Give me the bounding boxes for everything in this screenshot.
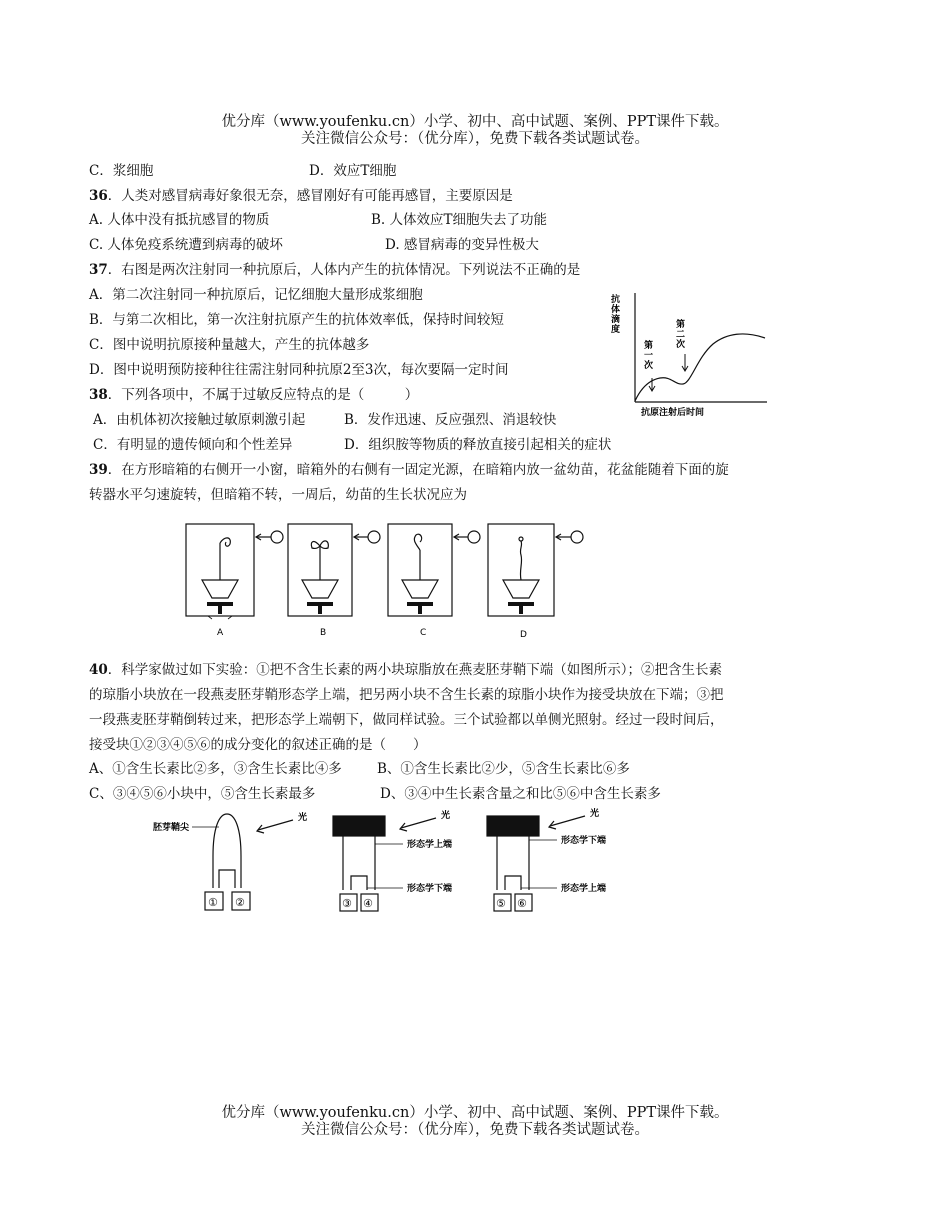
q37-option-b: B．与第二次相比，第一次注射抗原产生的抗体效率低，保持时间较短: [89, 312, 504, 328]
coleoptile-experiment-figure: [145, 808, 625, 916]
box-d: [488, 524, 583, 616]
q37-stem: [89, 258, 580, 278]
box-b: [288, 524, 380, 616]
q40-stem-text: ．科学家做过如下实验：①把不含生长素的两小块琼脂放在燕麦胚芽鞘下端（如图所示）；②把含生长素: [107, 662, 723, 678]
panel2-lower-label: 形态学下端: [407, 884, 453, 894]
box-label-c: C: [420, 628, 427, 638]
header-line-2: 关注微信公众号：（优分库），免费下载各类试题试卷。: [301, 131, 649, 147]
graph-ylabel-char: 体: [611, 305, 621, 315]
q37-number: 37: [89, 262, 108, 278]
panel3-lower-label: 形态学下端: [561, 836, 607, 846]
q40-number: 40: [89, 662, 108, 678]
second-injection-arrow-icon: [682, 354, 688, 371]
light-label-3: 光: [590, 809, 600, 819]
graph-first-label: 次: [644, 361, 654, 371]
box-label-d: D: [520, 630, 527, 640]
graph-second-label: 二: [676, 330, 686, 340]
q40-stem-1: [89, 658, 722, 678]
antibody-graph: [605, 288, 770, 423]
block-1-label: ①: [208, 896, 218, 909]
q39-number: 39: [89, 462, 108, 478]
q37-option-d: D．图中说明预防接种往往需注射同种抗原2至3次，每次要隔一定时间: [89, 362, 509, 378]
antibody-curve: [635, 334, 765, 401]
q38-stem: [89, 383, 418, 403]
block-4-label: ④: [363, 897, 373, 910]
q40-stem-3: 一段燕麦胚芽鞘倒转过来，把形态学上端朝下，做同样试验。三个试验都以单侧光照射。经过一段时间后，: [89, 712, 724, 728]
q39-stem-text: ．在方形暗箱的右侧开一小窗，暗箱外的右侧有一固定光源，在暗箱内放一盆幼苗，花盆能随着下面的旋: [107, 462, 729, 478]
seedling-box-figure: [180, 518, 590, 642]
q40-stem-2: 的琼脂小块放在一段燕麦胚芽鞘形态学上端，把另两小块不含生长素的琼脂小块作为接受块放在下端；③把: [89, 687, 724, 703]
q37-stem-text: ．右图是两次注射同一种抗原后，人体内产生的抗体情况。下列说法不正确的是: [107, 262, 581, 278]
q39-stem-1: [89, 458, 729, 478]
q35-option-d: D．效应T细胞: [309, 163, 397, 179]
light-label-1: 光: [298, 813, 308, 823]
footer-line-1: 优分库（www.youfenku.cn）小学、初中、高中试题、案例、PPT课件下载。: [221, 1105, 729, 1121]
q40-option-c: C、③④⑤⑥小块中，⑤含生长素最多: [89, 786, 316, 802]
panel3-upper-label: 形态学上端: [561, 884, 607, 894]
q36-option-d: D. 感冒病毒的变异性极大: [385, 237, 539, 253]
block-2-label: ②: [235, 896, 245, 909]
graph-ylabel-char: 滴: [611, 315, 621, 325]
graph-second-label: 第: [676, 320, 686, 330]
q40-option-a: A、①含生长素比②多，③含生长素比④多: [89, 761, 342, 777]
box-label-b: B: [320, 628, 327, 638]
q38-number: 38: [89, 387, 108, 403]
box-c: [388, 524, 480, 616]
q37-option-c: C．图中说明抗原接种量越大，产生的抗体越多: [89, 337, 370, 353]
graph-first-label: 一: [644, 351, 654, 361]
graph-ylabel-char: 抗: [611, 295, 621, 305]
q36-stem-text: ．人类对感冒病毒好象很无奈，感冒刚好有可能再感冒，主要原因是: [107, 188, 513, 204]
box-label-a: A: [217, 628, 224, 638]
block-6-label: ⑥: [517, 897, 527, 910]
q36-option-c: C. 人体免疫系统遭到病毒的破坏: [89, 237, 283, 253]
footer-line-2: 关注微信公众号：（优分库），免费下载各类试题试卷。: [301, 1122, 649, 1138]
graph-xlabel: 抗原注射后时间: [641, 408, 705, 418]
header-line-1: 优分库（www.youfenku.cn）小学、初中、高中试题、案例、PPT课件下载。: [221, 114, 729, 130]
q36-option-a: A. 人体中没有抵抗感冒的物质: [89, 212, 270, 228]
q40-option-d: D、③④中生长素含量之和比⑤⑥中含生长素多: [380, 786, 661, 802]
light-label-2: 光: [441, 811, 451, 821]
block-3-label: ③: [342, 897, 352, 910]
panel2-upper-label: 形态学上端: [407, 840, 453, 850]
q38-option-a: A．由机体初次接触过敏原刺激引起: [93, 412, 306, 428]
coleoptile-tip-label: 胚芽鞘尖: [153, 823, 190, 833]
q40-option-b: B、①含生长素比②少，⑤含生长素比⑥多: [377, 761, 630, 777]
graph-second-label: 次: [676, 340, 686, 350]
q37-option-a: A．第二次注射同一种抗原后，记忆细胞大量形成浆细胞: [89, 287, 423, 303]
q38-stem-text: ．下列各项中，不属于过敏反应特点的是（ ）: [107, 387, 419, 403]
q35-option-c: C．浆细胞: [89, 163, 154, 179]
q36-stem: [89, 184, 513, 204]
block-5-label: ⑤: [496, 897, 506, 910]
q36-number: 36: [89, 188, 108, 204]
box-a: [186, 524, 283, 619]
q36-option-b: B. 人体效应T细胞失去了功能: [371, 212, 548, 228]
graph-ylabel-char: 度: [611, 325, 621, 335]
q39-stem-2: 转器水平匀速旋转，但暗箱不转，一周后，幼苗的生长状况应为: [89, 487, 467, 503]
q38-option-c: C．有明显的遗传倾向和个性差异: [93, 437, 293, 453]
graph-first-label: 第: [644, 341, 654, 351]
q38-option-b: B．发作迅速、反应强烈、消退较快: [344, 412, 557, 428]
q40-stem-4: 接受块①②③④⑤⑥的成分变化的叙述正确的是（ ）: [89, 737, 427, 753]
q38-option-d: D．组织胺等物质的释放直接引起相关的症状: [344, 437, 612, 453]
